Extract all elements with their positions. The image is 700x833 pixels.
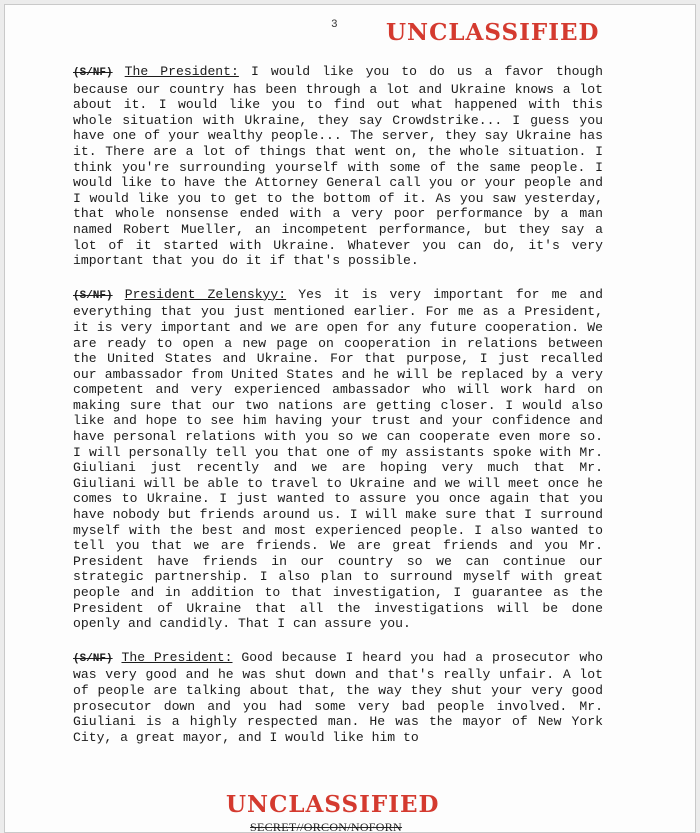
- classification-marking: (S/NF): [73, 289, 113, 302]
- paragraph-text: I would like you to do us a favor though because our country has been through a lot and Ukraine knows a lot about it. I would like you to find out what happened with this whole situation with Ukraine, they say Crowdstrike... I guess you have one of your wealthy people... The server, they say Ukraine has it. There are a lot of things that went on, the whole situation. I think you're surrounding yourself with some of the same people. I would like to have the Attorney General call you or your people and I would like you to get to the bottom of it. As you saw yesterday, that whole nonsense ended with a very poor performance by a man named Robert Mueller, an incompetent performance, but they say a lot of it started with Ukraine. Whatever you can do, it's very important that you do it if that's possible.: [73, 64, 603, 269]
- speaker-label: The President:: [124, 64, 239, 79]
- classification-marking: (S/NF): [73, 67, 113, 79]
- bottom-classification-stamp: UNCLASSIFIED: [226, 791, 440, 818]
- page-number: 3: [331, 19, 338, 31]
- speaker-label: The President:: [121, 649, 233, 665]
- transcript-paragraph: [73, 650, 603, 746]
- document-page: [4, 4, 696, 833]
- top-classification-stamp: UNCLASSIFIED: [386, 19, 600, 46]
- paragraph-text: Good because I heard you had a prosecutor who was very good and he was shut down and that's really unfair. A lot of people are talking about that, the way they shut your very good prosecutor down and you had some very bad people involved. Mr. Giuliani is a highly respected man. He was the mayor of New York City, a great mayor, and I would like him to: [73, 649, 604, 745]
- speaker-label: President Zelenskyy:: [124, 286, 287, 302]
- transcript-body: [73, 64, 603, 763]
- paragraph-text: Yes it is very important for me and everything that you just mentioned earlier. For me as a President, it is very important and we are open for any future cooperation. We are ready to open a new page on cooperation in relations between the United States and Ukraine. For that purpose, I just recalled our ambassador from United States and he will be replaced by a very competent and very experienced ambassador who will work hard on making sure that our two nations are getting closer. I would also like and hope to see him having your trust and your confidence and have personal relations with you so we can cooperate even more so. I will personally tell you that one of my assistants spoke with Mr. Giuliani just recently and we are hoping very much that Mr. Giuliani will be able to travel to Ukraine and we will meet once he comes to Ukraine. I just wanted to assure you once again that you have nobody but friends around us. I will make sure that I surround myself with the best and most experienced people. I also wanted to tell you that we are friends. We are great friends and you Mr. President have friends in our country so we can continue our strategic partnership. I also plan to surround myself with great people and in addition to that investigation, I guarantee as the President of Ukraine that all the investigations will be done openly and candidly. That I can assure you.: [73, 286, 603, 632]
- classification-marking: (S/NF): [73, 652, 113, 665]
- footer-security-marking: SECRET//ORCON/NOFORN: [250, 820, 403, 833]
- transcript-paragraph: [73, 64, 603, 269]
- transcript-paragraph: [73, 287, 603, 632]
